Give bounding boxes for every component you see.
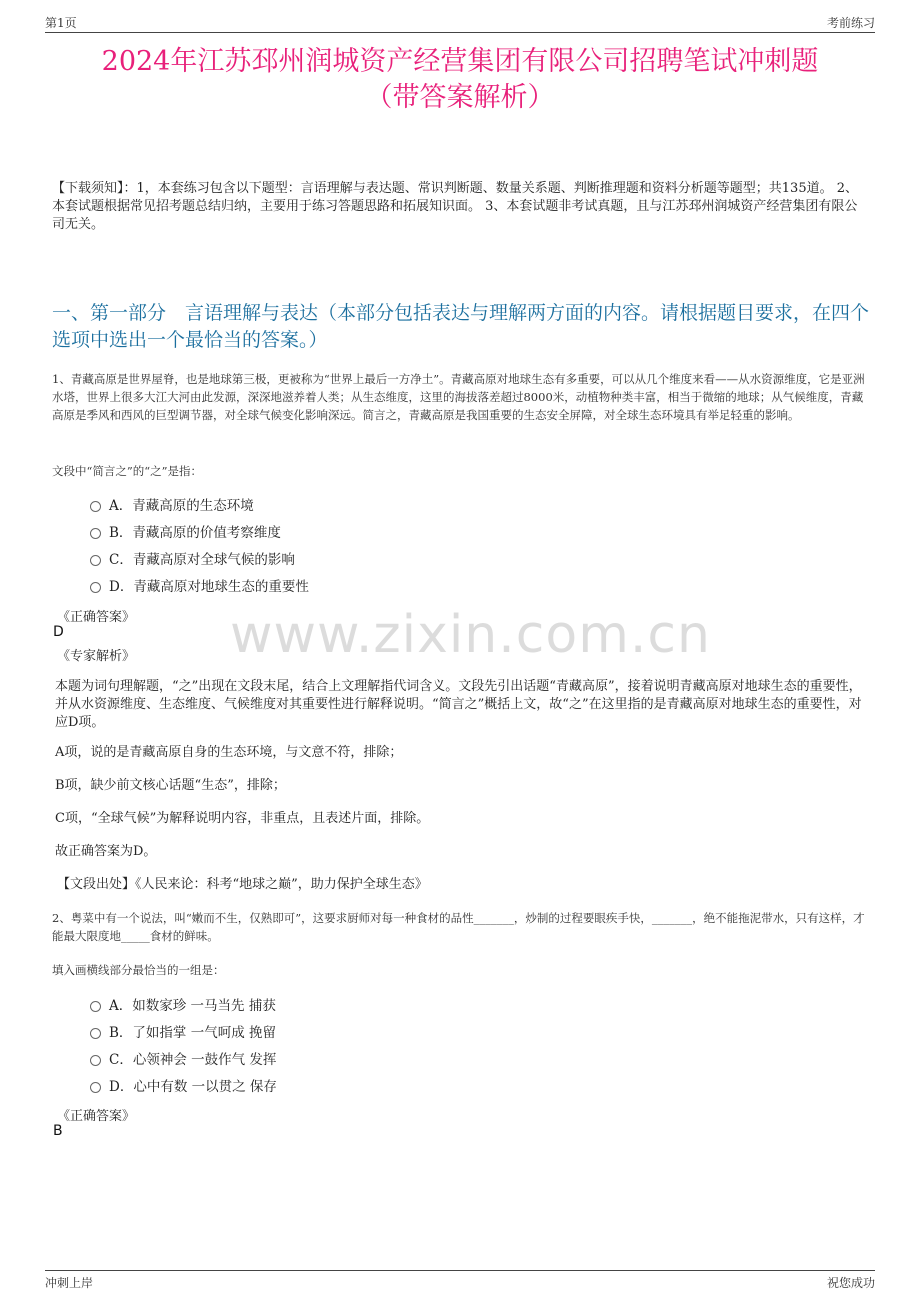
q1-explain-c: C项，“全球气候”为解释说明内容，非重点，且表述片面，排除。 (55, 811, 430, 826)
q1-conclusion: 故正确答案为D。 (55, 844, 157, 859)
q1-explain-b: B项，缺少前文核心话题“生态”，排除； (55, 778, 286, 793)
option-label: D．青藏高原对地球生态的重要性 (109, 578, 309, 595)
watermark: www.zixin.com.cn (230, 605, 711, 665)
radio-icon[interactable] (90, 555, 101, 566)
option-label: A．如数家珍 一马当先 捕获 (109, 997, 276, 1014)
option-label: C．青藏高原对全球气候的影响 (109, 551, 295, 568)
footer-divider (45, 1270, 875, 1271)
radio-icon[interactable] (90, 528, 101, 539)
q1-option-d[interactable] (90, 571, 309, 598)
header-right-label: 考前练习 (826, 16, 875, 30)
option-label: A．青藏高原的生态环境 (109, 497, 254, 514)
q1-option-a[interactable] (90, 490, 309, 517)
q2-option-d[interactable] (90, 1071, 277, 1098)
radio-icon[interactable] (90, 501, 101, 512)
footer-right: 祝您成功 (826, 1276, 875, 1290)
section-title: 一、第一部分 言语理解与表达（本部分包括表达与理解两方面的内容。请根据题目要求，在四个选项中选出一个最恰当的答案。） (52, 302, 870, 351)
q2-option-a[interactable] (90, 990, 277, 1017)
title-line-1: 2024年江苏邳州润城资产经营集团有限公司招聘笔试冲刺题 (101, 46, 819, 77)
q2-options (90, 990, 277, 1098)
q1-analysis-label: 《专家解析》 (57, 649, 136, 664)
option-label: B．青藏高原的价值考察维度 (109, 524, 281, 541)
q1-source: 【文段出处】《人民来论：科考“地球之巅”，助力保护全球生态》 (57, 877, 428, 892)
option-label: B．了如指掌 一气呵成 挽留 (109, 1024, 277, 1041)
q1-stem: 1、青藏高原是世界屋脊，也是地球第三极，更被称为“世界上最后一方净土”。青藏高原对地球生态有多重要，可以从几个维度来看——从水资源维度，它是亚洲水塔，世界上很多大江大河由此发源，深深地滋养着人类；从生态维度，这里的海拔落差超过8000米，动植物种类丰富，相当于微缩的地球；从气候维度，青藏高原是季风和西风的巨型调节器，对全球气候变化影响深远。简言之，青藏高原是我国重要的生态安全屏障，对全球生态环境具有举足轻重的影响。 (52, 372, 865, 422)
option-label: D．心中有数 一以贯之 保存 (109, 1078, 277, 1095)
footer-left: 冲刺上岸 (45, 1276, 94, 1290)
q1-explain-a: A项，说的是青藏高原自身的生态环境，与文意不符，排除； (55, 745, 403, 760)
q1-analysis: 本题为词句理解题，“之”出现在文段末尾，结合上文理解指代词含义。文段先引出话题“青藏高原”，接着说明青藏高原对地球生态的重要性，并从水资源维度、生态维度、气候维度对其重要性进行解释说明。“简言之”概括上文，故“之”在这里指的是青藏高原对地球生态的重要性，对应D项。 (55, 679, 862, 730)
q1-option-b[interactable] (90, 517, 309, 544)
q1-option-c[interactable] (90, 544, 309, 571)
header-page-label: 第1页 (45, 16, 77, 30)
radio-icon[interactable] (90, 1055, 101, 1066)
q1-prompt: 文段中“简言之”的“之”是指： (52, 464, 203, 478)
q2-prompt: 填入画横线部分最恰当的一组是： (52, 963, 225, 977)
radio-icon[interactable] (90, 1001, 101, 1012)
header-divider (45, 32, 875, 33)
q1-answer-label: 《正确答案》 (57, 610, 136, 625)
radio-icon[interactable] (90, 582, 101, 593)
title-line-2: （带答案解析） (365, 82, 555, 113)
radio-icon[interactable] (90, 1028, 101, 1039)
q2-stem: 2、粤菜中有一个说法，叫“嫩而不生，仅熟即可”，这要求厨师对每一种食材的品性_______，炒制的过程要眼疾手快，_______，绝不能拖泥带水，只有这样，才能最大限度地_____食材的鲜味。 (52, 911, 865, 943)
q2-answer: B (53, 1123, 63, 1139)
q2-option-b[interactable] (90, 1017, 277, 1044)
q2-option-c[interactable] (90, 1044, 277, 1071)
option-label: C．心领神会 一鼓作气 发挥 (109, 1051, 277, 1068)
q2-answer-label: 《正确答案》 (57, 1109, 136, 1124)
radio-icon[interactable] (90, 1082, 101, 1093)
download-notice: 【下载须知】：1，本套练习包含以下题型：言语理解与表达题、常识判断题、数量关系题、判断推理题和资料分析题等题型；共135道。 2、本套试题根据常见招考题总结归纳，主要用于练习答题思路和拓展知识面。 3、本套试题非考试真题，且与江苏邳州润城资产经营集团有限公司无关。 (52, 181, 858, 232)
q1-answer: D (53, 624, 64, 640)
page-title (40, 44, 880, 116)
q1-options (90, 490, 309, 598)
